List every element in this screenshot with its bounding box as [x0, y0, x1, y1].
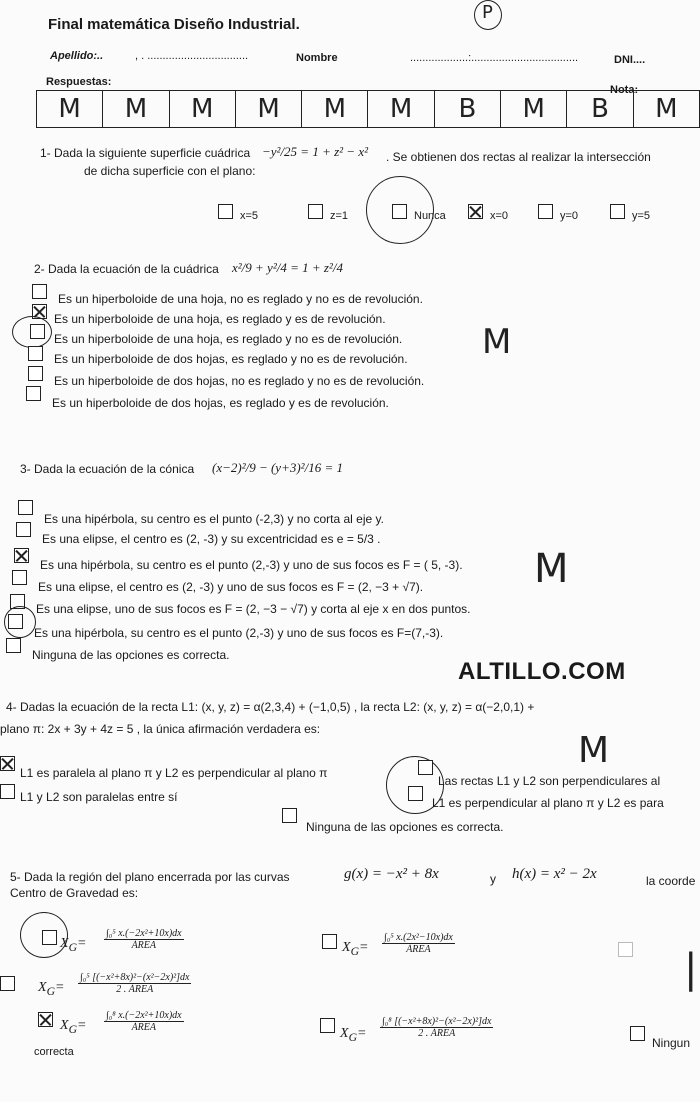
q5-option-a-num: ∫₀⁵ x.(−2x²+10x)dx — [106, 928, 182, 939]
answer-cell: M — [170, 91, 236, 127]
apellido-field[interactable]: , . ................................. — [135, 50, 249, 62]
q2-checkbox[interactable] — [28, 366, 43, 381]
q4-mark: M — [578, 730, 610, 771]
q2-checkbox[interactable] — [32, 284, 47, 299]
q1-option-label: z=1 — [330, 210, 349, 222]
q1-checkbox[interactable] — [392, 204, 407, 219]
q5-xg-sub: G — [348, 1030, 357, 1044]
q3-mark: M — [534, 546, 569, 592]
answer-cell: M — [368, 91, 434, 127]
nombre-field[interactable]: ...................:................................... — [410, 52, 579, 64]
q5-xg-x: X — [38, 980, 47, 995]
q5-option-b-num: ∫₀⁵ x.(2x²−10x)dx — [384, 932, 453, 943]
q4-option-label: L1 es paralela al plano π y L2 es perpendicular al plano π — [20, 766, 328, 780]
q3-option-label: Es una elipse, el centro es (2, -3) y uno de sus focos es F = (2, −3 + √7). — [38, 580, 424, 594]
q1-prefix: 1- Dada la siguiente superficie cuádrica — [40, 146, 251, 160]
q5-checkbox[interactable] — [0, 976, 15, 991]
q5-eq: = — [54, 980, 65, 995]
q5-option-b — [382, 932, 455, 955]
q1-option-label: y=0 — [560, 210, 579, 222]
q5-xg-x: X — [340, 1026, 349, 1041]
q2-prefix: 2- Dada la ecuación de la cuádrica — [34, 262, 219, 276]
q5-coord: la coorde — [646, 874, 696, 888]
q3-option-label: Ninguna de las opciones es correcta. — [32, 648, 230, 662]
q1-option-label: x=0 — [490, 210, 509, 222]
q1-checkbox[interactable] — [538, 204, 553, 219]
q5-xg-x: X — [342, 940, 351, 955]
q5-eq: = — [356, 1026, 367, 1041]
q5-faint-checkbox — [618, 942, 633, 957]
q5-correcta: correcta — [34, 1046, 74, 1058]
q4-checkbox[interactable] — [0, 784, 15, 799]
answer-cell: M — [103, 91, 169, 127]
q3-prefix: 3- Dada la ecuación de la cónica — [20, 462, 195, 476]
q3-checkbox[interactable] — [6, 638, 21, 653]
nombre-label: Nombre — [296, 52, 338, 64]
answer-cell: B — [567, 91, 633, 127]
q1-checkbox[interactable] — [308, 204, 323, 219]
q5-xg — [38, 980, 64, 998]
q1-checkbox-checked[interactable] — [468, 204, 483, 219]
q4-checkbox-checked[interactable] — [0, 756, 15, 771]
q5-checkbox[interactable] — [630, 1026, 645, 1041]
q5-g: g(x) = −x² + 8x — [344, 866, 439, 882]
answer-cell: M — [302, 91, 368, 127]
q5-mark: | — [684, 946, 698, 992]
q1-line2: de dicha superficie con el plano: — [84, 164, 256, 178]
answers-grid — [36, 90, 700, 128]
q5-xg-x: X — [60, 1018, 69, 1033]
q2-mark: M — [482, 322, 512, 362]
q4-option-label: L1 es perpendicular al plano π y L2 es para — [432, 796, 664, 810]
q5-option-e — [380, 1016, 493, 1039]
q1-option-label: y=5 — [632, 210, 651, 222]
q5-y: y — [490, 872, 496, 886]
nota-label: Nota: — [610, 84, 639, 96]
q5-xg — [342, 940, 368, 958]
q4-option-label: Las rectas L1 y L2 son perpendiculares al — [438, 774, 661, 788]
q1-checkbox[interactable] — [610, 204, 625, 219]
q4-line2: plano π: 2x + 3y + 4z = 5 , la única afirmación verdadera es: — [0, 722, 321, 736]
q3-option-label: Es una elipse, uno de sus focos es F = (2, −3 − √7) y corta al eje x en dos puntos. — [36, 602, 471, 616]
q2-equation: x²/9 + y²/4 = 1 + z²/4 — [232, 260, 343, 275]
q5-xg-sub: G — [68, 940, 77, 954]
grade-mark: P — [482, 2, 493, 23]
exam-title: Final matemática Diseño Industrial. — [48, 16, 300, 33]
answer-cell: M — [501, 91, 567, 127]
q5-option-f-label: Ningun — [652, 1036, 691, 1050]
q5-eq: = — [76, 936, 87, 951]
q5-xg-x: X — [60, 936, 69, 951]
q4-option-label: L1 y L2 son paralelas entre sí — [20, 790, 178, 804]
q3-checkbox-checked[interactable] — [14, 548, 29, 563]
q2-checkbox[interactable] — [26, 386, 41, 401]
q2-checkbox[interactable] — [28, 346, 43, 361]
q5-checkbox[interactable] — [322, 934, 337, 949]
q3-checkbox[interactable] — [12, 570, 27, 585]
q4-line1: 4- Dadas la ecuación de la recta L1: (x, y, z) = α(2,3,4) + (−1,0,5) , la recta L2: (x, y, z) = α(−2,0,1) + — [6, 700, 535, 714]
q5-xg — [60, 936, 86, 954]
answer-cell: M — [37, 91, 103, 127]
q1-option-label: Nunca — [414, 210, 446, 222]
q5-checkbox-checked[interactable] — [38, 1012, 53, 1027]
q2-option-label: Es un hiperboloide de una hoja, es reglado y no es de revolución. — [54, 332, 403, 346]
dni-label: DNI.... — [614, 54, 646, 66]
q4-option-label: Ninguna de las opciones es correcta. — [306, 820, 504, 834]
q3-option-label: Es una elipse, el centro es (2, -3) y su excentricidad es e = 5/3 . — [42, 532, 381, 546]
q5-h: h(x) = x² − 2x — [512, 866, 597, 882]
q5-option-c-num: ∫₀⁵ [(−x²+8x)²−(x²−2x)²]dx — [80, 972, 190, 983]
q5-checkbox[interactable] — [42, 930, 57, 945]
q2-option-label: Es un hiperboloide de dos hojas, es reglado y no es de revolución. — [54, 352, 408, 366]
q2-option-label: Es un hiperboloide de una hoja, es reglado y es de revolución. — [54, 312, 386, 326]
respuestas-label: Respuestas: — [46, 76, 112, 88]
q5-xg-sub: G — [46, 984, 55, 998]
q5-line1: 5- Dada la región del plano encerrada por las curvas — [10, 870, 290, 884]
q1-equation: −y²/25 = 1 + z² − x² — [262, 144, 368, 159]
q5-option-e-num: ∫₀⁸ [(−x²+8x)²−(x²−2x)²]dx — [382, 1016, 492, 1027]
q4-checkbox[interactable] — [418, 760, 433, 775]
q5-xg-sub: G — [350, 944, 359, 958]
q3-option-label: Es una hipérbola, su centro es el punto (2,-3) y uno de sus focos es F=(7,-3). — [34, 626, 444, 640]
q5-option-d — [104, 1010, 184, 1033]
q5-line2: Centro de Gravedad es: — [10, 886, 139, 900]
q3-checkbox[interactable] — [18, 500, 33, 515]
watermark: ALTILLO.COM — [458, 658, 626, 685]
q5-option-e-den: 2 . ÁREA — [418, 1028, 456, 1039]
q5-eq: = — [76, 1018, 87, 1033]
q5-option-d-num: ∫₀⁸ x.(−2x²+10x)dx — [106, 1010, 182, 1021]
answer-cell: M — [655, 94, 678, 124]
q5-xg — [340, 1026, 366, 1044]
q5-option-a — [104, 928, 184, 951]
q3-equation: (x−2)²/9 − (y+3)²/16 = 1 — [212, 460, 343, 475]
answer-cell: B — [435, 91, 501, 127]
q5-eq: = — [358, 940, 369, 955]
q1-option-label: x=5 — [240, 210, 259, 222]
q2-checkbox[interactable] — [30, 324, 45, 339]
q5-option-d-den: ÁREA — [131, 1022, 157, 1033]
q2-option-label: Es un hiperboloide de una hoja, no es reglado y no es de revolución. — [58, 292, 423, 306]
answer-cell: M — [236, 91, 302, 127]
q2-option-label: Es un hiperboloide de dos hojas, no es reglado y no es de revolución. — [54, 374, 425, 388]
q5-option-c — [78, 972, 191, 995]
q5-checkbox[interactable] — [320, 1018, 335, 1033]
q5-option-c-den: 2 . ÁREA — [116, 984, 154, 995]
q4-checkbox[interactable] — [282, 808, 297, 823]
q5-option-a-den: ÁREA — [131, 940, 157, 951]
q2-option-label: Es un hiperboloide de dos hojas, es reglado y es de revolución. — [52, 396, 389, 410]
q3-checkbox[interactable] — [16, 522, 31, 537]
q4-checkbox[interactable] — [408, 786, 423, 801]
q5-xg-sub: G — [68, 1022, 77, 1036]
q1-checkbox[interactable] — [218, 204, 233, 219]
apellido-label: Apellido:.. — [50, 50, 104, 62]
q1-suffix: . Se obtienen dos rectas al realizar la intersección — [386, 150, 651, 164]
q5-xg — [60, 1018, 86, 1036]
q3-checkbox[interactable] — [8, 614, 23, 629]
q5-option-b-den: ÁREA — [406, 944, 431, 955]
q3-option-label: Es una hipérbola, su centro es el punto (-2,3) y no corta al eje y. — [44, 512, 384, 526]
q3-option-label: Es una hipérbola, su centro es el punto (2,-3) y uno de sus focos es F = ( 5, -3). — [40, 558, 463, 572]
